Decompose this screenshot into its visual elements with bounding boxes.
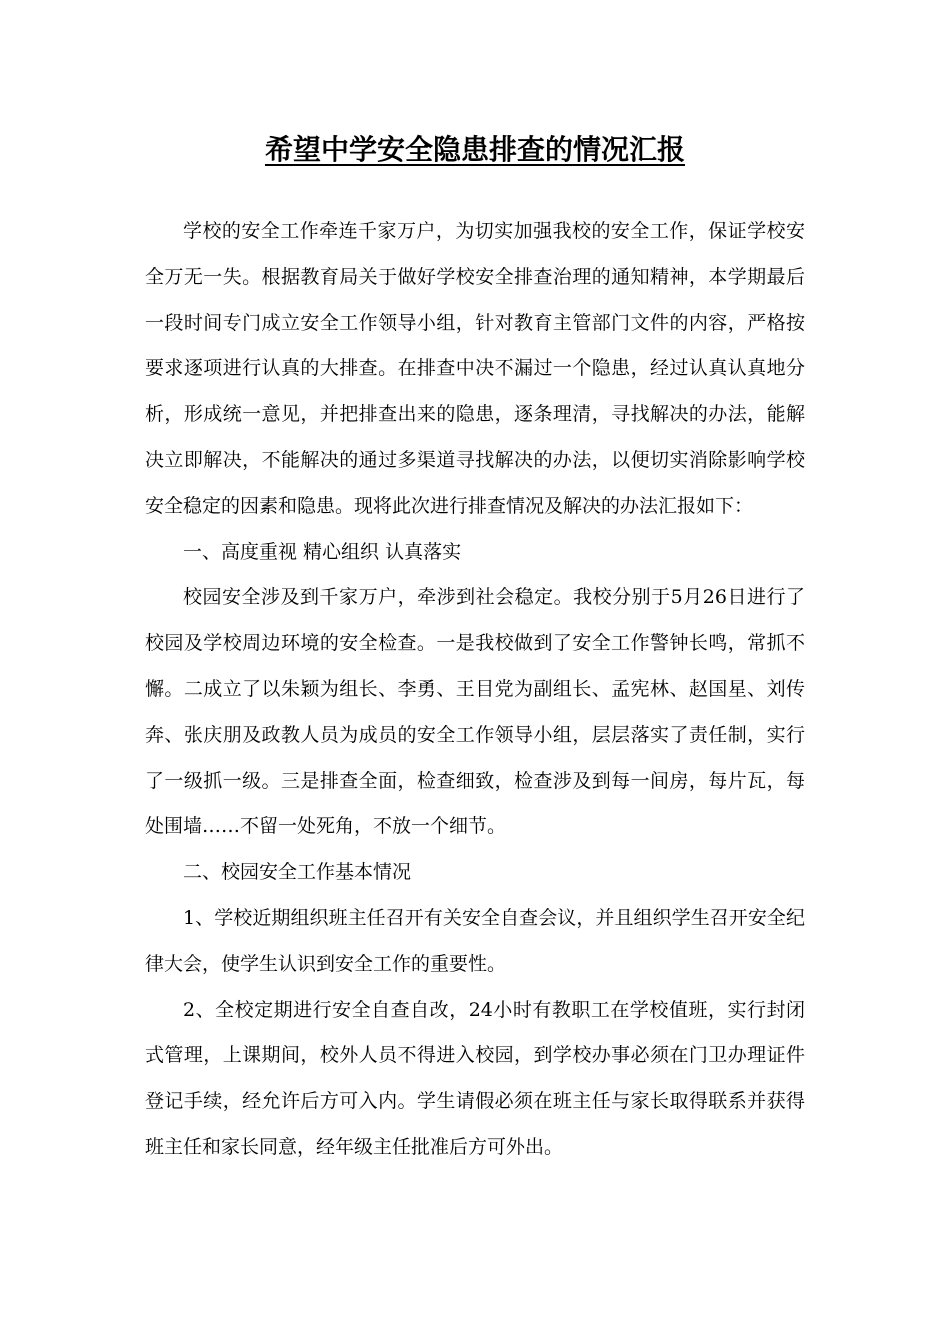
document-title-text: 希望中学安全隐患排查的情况汇报: [264, 133, 685, 166]
paragraph-item-1: 1、学校近期组织班主任召开有关安全自查会议，并且组织学生召开安全纪律大会，使学生认识到安全工作的重要性。: [145, 906, 805, 975]
section-heading-1: 一、高度重视 精心组织 认真落实: [183, 540, 462, 563]
paragraph-item-2: 2、全校定期进行安全自查自改，24小时有教职工在学校值班，实行封闭式管理，上课期间，校外人员不得进入校园，到学校办事必须在门卫办理证件登记手续，经允许后方可入内。学生请假必须在班主任与家长取得联系并获得班主任和家长同意，经年级主任批准后方可外出。: [145, 998, 805, 1158]
section-heading-2: 二、校园安全工作基本情况: [183, 861, 412, 884]
paragraph-intro: 学校的安全工作牵连千家万户，为切实加强我校的安全工作，保证学校安全万无一失。根据教育局关于做好学校安全排查治理的通知精神，本学期最后一段时间专门成立安全工作领导小组，针对教育主管部门文件的内容，严格按要求逐项进行认真的大排查。在排查中决不漏过一个隐患，经过认真认真地分析，形成统一意见，并把排查出来的隐患，逐条理清，寻找解决的办法，能解决立即解决，不能解决的通过多渠道寻找解决的办法，以便切实消除影响学校安全稳定的因素和隐患。现将此次进行排查情况及解决的办法汇报如下：: [145, 220, 805, 517]
document-body: [145, 209, 805, 1171]
document-title: [0, 128, 950, 172]
paragraph-section-1: 校园安全涉及到千家万户，牵涉到社会稳定。我校分别于5月26日进行了校园及学校周边环境的安全检查。一是我校做到了安全工作警钟长鸣，常抓不懈。二成立了以朱颖为组长、李勇、王目党为副组长、孟宪林、赵国星、刘传奔、张庆朋及政教人员为成员的安全工作领导小组，层层落实了责任制，实行了一级抓一级。三是排查全面，检查细致，检查涉及到每一间房，每片瓦，每处围墙……不留一处死角，不放一个细节。: [145, 586, 805, 838]
